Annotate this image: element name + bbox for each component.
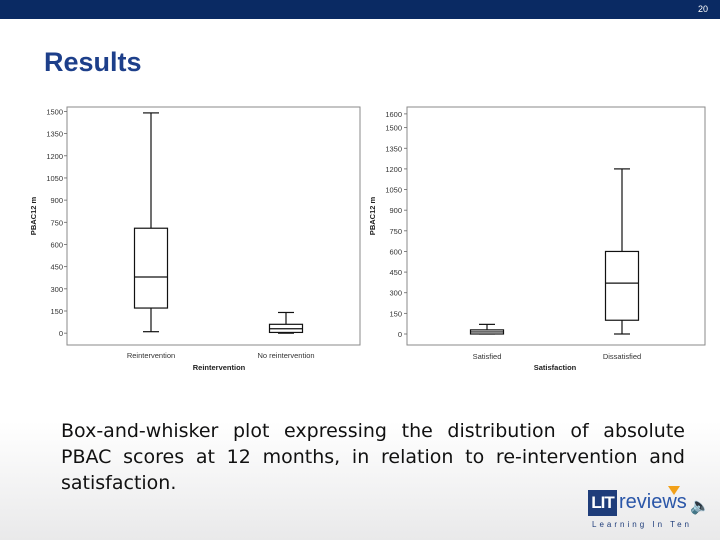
y-tick-label: 600 (389, 247, 402, 257)
iqr-box (135, 228, 168, 308)
y-tick-label: 750 (389, 226, 402, 236)
y-tick-label: 300 (50, 284, 63, 294)
page-number: 20 (697, 4, 708, 14)
y-tick-label: 150 (389, 309, 402, 319)
slide-caption: Box-and-whisker plot expressing the distribution of absolute PBAC scores at 12 months, in relation to re-intervention and satisfaction. (61, 420, 685, 494)
iqr-box (606, 251, 639, 320)
logo-box: LIT (588, 490, 617, 516)
x-tick-label: Dissatisfied (602, 352, 642, 361)
y-tick-label: 900 (389, 206, 402, 216)
y-tick-label: 1350 (385, 144, 402, 154)
y-tick-label: 0 (397, 329, 402, 339)
x-tick-label: Satisfied (472, 352, 502, 361)
x-tick-label: No reintervention (257, 351, 315, 360)
slide-title: Results (44, 47, 142, 77)
y-tick-label: 1200 (385, 164, 402, 174)
y-tick-label: 1200 (46, 151, 63, 161)
y-tick-label: 1600 (385, 109, 402, 119)
y-tick-label: 1050 (385, 185, 402, 195)
y-tick-label: 0 (58, 329, 63, 339)
x-axis-label: Satisfaction (533, 363, 577, 372)
y-tick-label: 300 (389, 288, 402, 298)
y-tick-label: 600 (50, 240, 63, 250)
logo-tagline: Learning In Ten (592, 520, 693, 529)
x-tick-label: Reintervention (126, 351, 176, 360)
y-tick-label: 900 (50, 196, 63, 206)
y-tick-label: 450 (389, 268, 402, 278)
y-tick-label: 1500 (46, 107, 63, 117)
y-tick-label: 1350 (46, 129, 63, 139)
y-axis-label: PBAC12 m (29, 196, 38, 236)
x-axis-label: Reintervention (192, 363, 246, 372)
y-tick-label: 1050 (46, 173, 63, 183)
speaker-icon: 🔈 (690, 498, 710, 515)
y-tick-label: 450 (50, 262, 63, 272)
logo-accent-icon (668, 486, 680, 495)
y-tick-label: 150 (50, 307, 63, 316)
litreviews-logo (588, 490, 710, 536)
plot-frame (407, 107, 705, 345)
logo-text: reviews (619, 491, 687, 513)
y-tick-label: 1500 (385, 123, 402, 133)
plot-frame (67, 107, 360, 345)
boxplot-1 (29, 107, 360, 372)
boxplot-2 (368, 107, 705, 372)
y-tick-label: 750 (50, 218, 63, 228)
y-axis-label: PBAC12 m (368, 196, 377, 236)
